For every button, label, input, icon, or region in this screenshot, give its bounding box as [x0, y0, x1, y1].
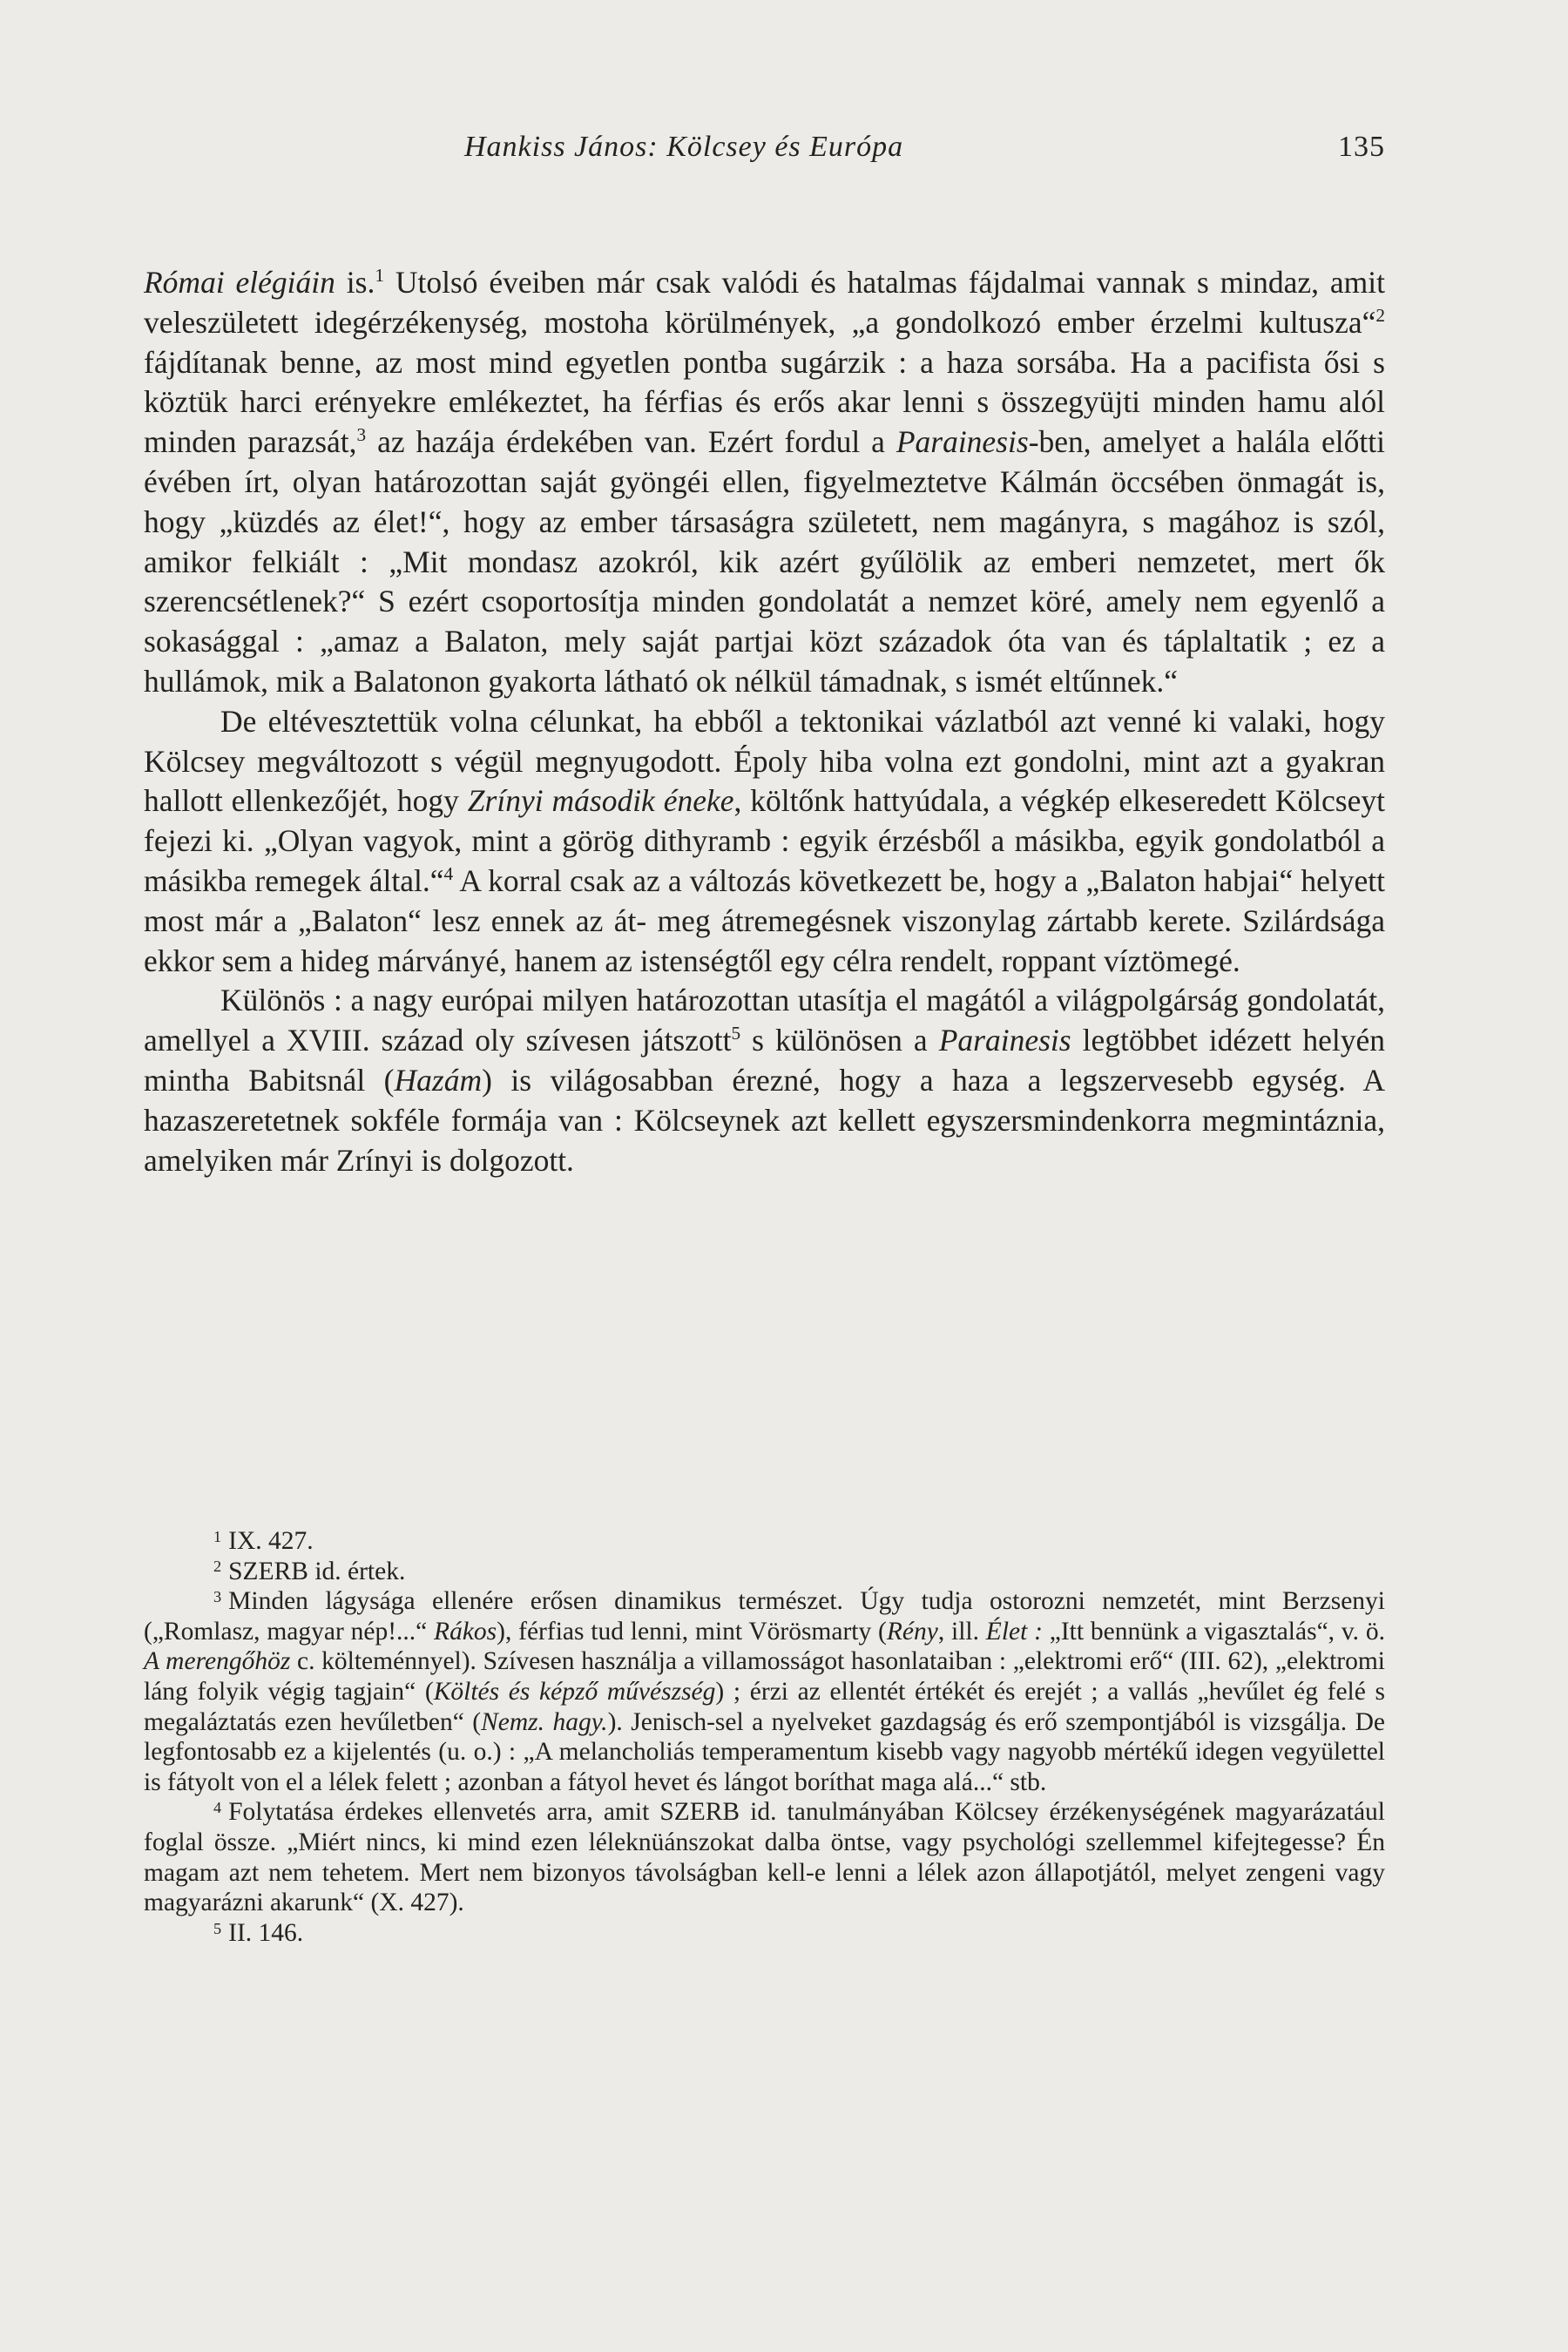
work-title: Parainesis [896, 424, 1029, 460]
footnote-ref: 4 [443, 863, 454, 885]
footnotes [144, 1526, 1385, 1948]
footnote-text: Folytatása érdekes ellenvetés arra, amit SZERB id. tanulmányában Kölcsey érzékenységének magyarázatául foglal össze. „Miért nincs, ki mind ezen léleknüánszokat dalba öntse, vagy psychológi szellemmel kifejtegesse? Én magam azt nem tehetem. Mert nem bizonyos távolságban kell-e lenni a lélek azon állapotjától, melyet zengeni vagy magyarázni akarunk“ (X. 427). [144, 1798, 1385, 1917]
main-text [144, 263, 1385, 1180]
text-run: legtöbbet idézett helyén mintha Babitsnál ( [144, 1023, 1385, 1098]
footnote-text: ). Jenisch-sel a nyelveket gazdagság és erő szempontjából is vizsgálja. De legfontosabb ez a kijelentés (u. o.) : „A melancholiás temperamentum kisebb vagy nagyobb mértékű idegen vegyülettel is fátyolt von el a lélek felett ; azonban a fátyol hevet és lángot boríthat maga alá...“ stb. [144, 1707, 1385, 1796]
footnote-ref: 3 [356, 424, 367, 446]
footnote-mark: 3 [213, 1587, 222, 1605]
paragraph-3 [144, 981, 1385, 1180]
text-run: fájdítanak benne, az most mind egyetlen pontba sugárzik : a haza sorsába. Ha a pacifista ősi s köztük harci erényekre emlékeztet, ha férfias és erős akar lenni s összegyüjti minden hamu alól minden parazsát, [144, 344, 1385, 460]
text-run: , költőnk hattyúdala, a végkép elkeseredett Kölcseyt fejezi ki. „Olyan vagyok, mint a görög dithyramb : egyik érzésből a másikba, egyik gondolatból a másikba remegek által.“ [144, 783, 1385, 898]
work-title: Nemz. hagy. [481, 1707, 608, 1736]
footnote-text: II. 146. [228, 1918, 304, 1947]
page-header [144, 131, 1385, 174]
footnote-text: IX. 427. [228, 1527, 314, 1555]
footnote-mark: 1 [213, 1527, 222, 1545]
text-run: De eltévesztettük volna célunkat, ha ebből a tektonikai vázlatból azt venné ki valaki, hogy Kölcsey megváltozott s végül megnyugodott. Époly hiba volna ezt gondolni, mint azt a gyakran hallott ellenkezőjét, hogy [144, 703, 1385, 819]
work-title: Parainesis [938, 1023, 1071, 1058]
footnote-1 [144, 1526, 1385, 1557]
text-run: s különösen a [740, 1023, 939, 1058]
footnote-4 [144, 1797, 1385, 1917]
work-title: Élet : [985, 1617, 1043, 1646]
footnote-text: , ill. [937, 1617, 986, 1646]
text-run: az hazája érdekében van. Ezért fordul a [366, 424, 896, 460]
work-title: A merengőhöz [144, 1647, 291, 1676]
footnote-3 [144, 1586, 1385, 1797]
footnote-ref: 5 [731, 1023, 741, 1044]
paragraph-2 [144, 702, 1385, 982]
footnote-text: ), férfias tud lenni, mint Vörösmarty ( [497, 1617, 887, 1646]
running-title: Hankiss János: Kölcsey és Európa [464, 131, 904, 163]
footnote-mark: 5 [213, 1919, 222, 1937]
work-title: Rákos [434, 1617, 497, 1646]
footnote-ref: 2 [1375, 305, 1385, 327]
work-title: Költés és képző művészség [433, 1677, 716, 1706]
text-run: -ben, amelyet a halála előtti évében írt, olyan határozottan saját gyöngéi ellen, figyelmeztetve Kálmán öccsében önmagát is, hogy „küzdés az élet!“, hogy az ember társaságra született, nem magányra, s magához is szól, amikor felkiált : „Mit mondasz azokról, kik azért gyűlölik az emberi nemzetet, mert ők szerencsétlenek?“ S ezért csoportosítja minden gondolatát a nemzet köré, amely nem egyenlő a sokasággal : „amaz a Balaton, mely saját partjai közt századok óta van és táplaltatik ; ez a hullámok, mik a Balatonon gyakorta látható ok nélkül támadnak, s ismét eltűnnek.“ [144, 424, 1386, 699]
footnote-text: „Itt bennünk a vigasztalás“, v. ö. [1042, 1617, 1385, 1646]
footnote-text: c. költeménnyel). Szívesen használja a villamosságot hasonlataiban : „elektromi erő“ (III. 62), „elektromi láng folyik végig tagjain“ ( [144, 1647, 1386, 1706]
page-number: 135 [1338, 131, 1385, 163]
work-title: Zrínyi második éneke [467, 783, 734, 819]
text-run: Utolsó éveiben már csak valódi és hatalmas fájdalmai vannak s mindaz, amit veleszületett idegérzékenység, mostoha körülmények, „a gondolkozó ember érzelmi kultusza“ [144, 265, 1385, 340]
footnote-text: Minden lágysága ellenére erősen dinamikus természet. Úgy tudja ostorozni nemzetét, mint Berzsenyi („Romlasz, magyar nép!...“ [144, 1587, 1385, 1646]
text-run: ) is világosabban érezné, hogy a haza a legszervesebb egység. A hazaszeretetnek sokféle formája van : Kölcseynek azt kellett egyszersmindenkorra megmintáznia, amelyiken már Zrínyi is dolgozott. [144, 1062, 1386, 1178]
footnote-text: ) ; érzi az ellentét értékét és erejét ; a vallás „hevűlet ég felé s megaláztatás ezen hevűletben“ ( [144, 1677, 1385, 1736]
work-title: Római elégiáin [144, 265, 335, 300]
footnote-mark: 2 [213, 1558, 222, 1576]
text-run: A korral csak az a változás következett be, hogy a „Balaton habjai“ helyett most már a „Balaton“ lesz ennek az át- meg átremegésnek viszonylag zártabb kerete. Szilárdsága ekkor sem a hideg márványé, hanem az istenségtől egy célra rendelt, roppant víztömegé. [144, 862, 1385, 978]
footnote-mark: 4 [213, 1799, 222, 1817]
footnote-5 [144, 1918, 1385, 1949]
text-run: is. [335, 265, 375, 300]
footnote-ref: 1 [375, 265, 384, 287]
work-title: Rény [886, 1617, 938, 1646]
text-run: Különös : a nagy európai milyen határozottan utasítja el magától a világpolgárság gondolatát, amellyel a XVIII. század oly szívesen játszott [144, 983, 1385, 1058]
work-title: Hazám [394, 1062, 483, 1098]
footnote-text: SZERB id. értek. [228, 1557, 406, 1585]
paragraph-1 [144, 263, 1385, 702]
footnote-2 [144, 1557, 1385, 1587]
